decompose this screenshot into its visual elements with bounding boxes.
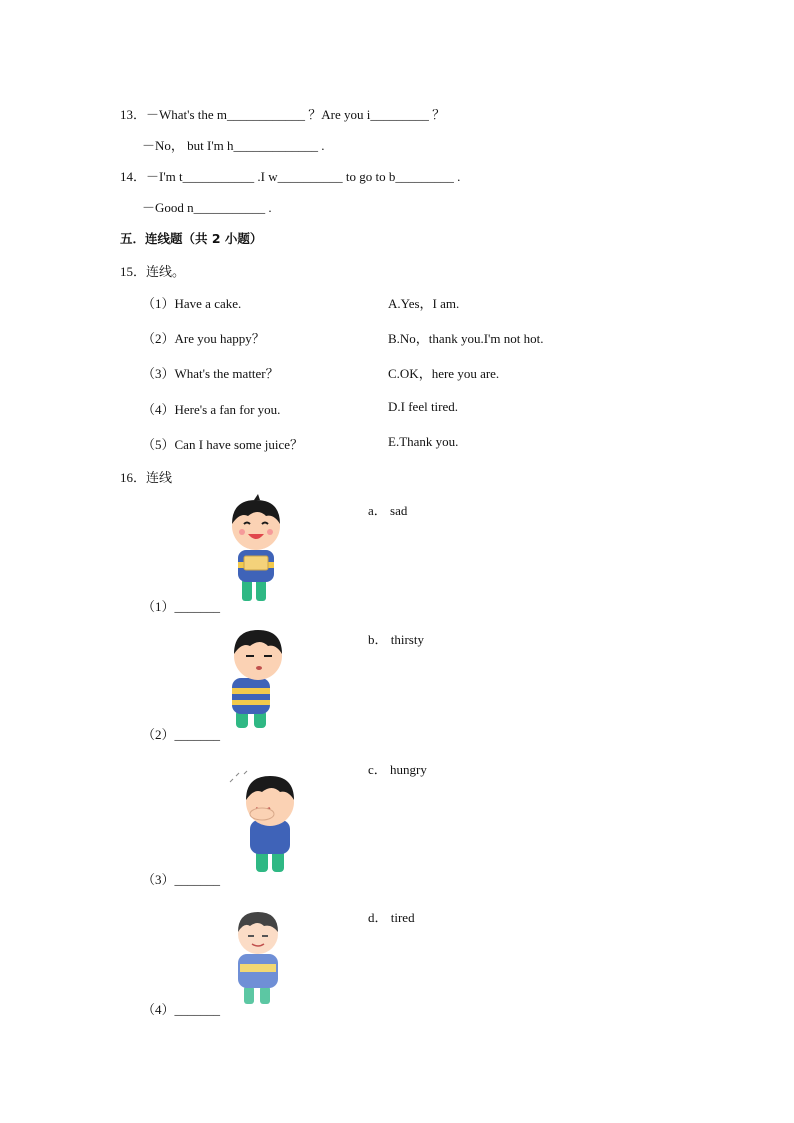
q15-left-item: （4）Here's a fan for you. (142, 402, 281, 417)
q16-word-b: b． thirsty (368, 632, 424, 647)
q16-word-a: a． sad (368, 503, 408, 518)
q16-word-d: d． tired (368, 910, 415, 925)
q15-title: 15．连线。 (120, 264, 186, 279)
q14-line1: 14．－I'm t___________ .I w__________ to go to b_________ . (120, 169, 461, 184)
q15-left-item: （5）Can I have some juice？ (142, 437, 304, 452)
q14-line2: －Good n___________ . (142, 200, 272, 215)
q16-blank-1: （1）_______ (142, 599, 221, 614)
q13-line2: －No， but I'm h_____________ . (142, 138, 325, 153)
q15-right-item: C.OK，here you are. (388, 366, 500, 381)
q15-left-item: （3）What's the matter？ (142, 366, 279, 381)
sad-boy-picture (226, 768, 306, 876)
q16-title: 16．连线 (120, 470, 173, 485)
q15-left-item: （2）Are you happy？ (142, 331, 265, 346)
section-heading: 五．连线题（共 2 小题） (120, 231, 263, 246)
q15-right-item: E.Thank you. (388, 434, 459, 449)
q15-right-item: D.I feel tired. (388, 399, 459, 414)
q15-left-item: （1）Have a cake. (142, 296, 242, 311)
tired-boy-picture (222, 626, 288, 732)
q16-word-c: c． hungry (368, 762, 427, 777)
happy-boy-picture (218, 494, 294, 606)
q16-blank-4: （4）_______ (142, 1002, 221, 1017)
q15-right-item: B.No，thank you.I'm not hot. (388, 331, 544, 346)
q16-blank-2: （2）_______ (142, 727, 221, 742)
q15-right-item: A.Yes，I am. (388, 296, 460, 311)
q16-blank-3: （3）_______ (142, 872, 221, 887)
thirsty-boy-picture (230, 910, 286, 1006)
q13-line1: 13．－What's the m____________ ？Are you i_________ ？ (120, 107, 446, 122)
